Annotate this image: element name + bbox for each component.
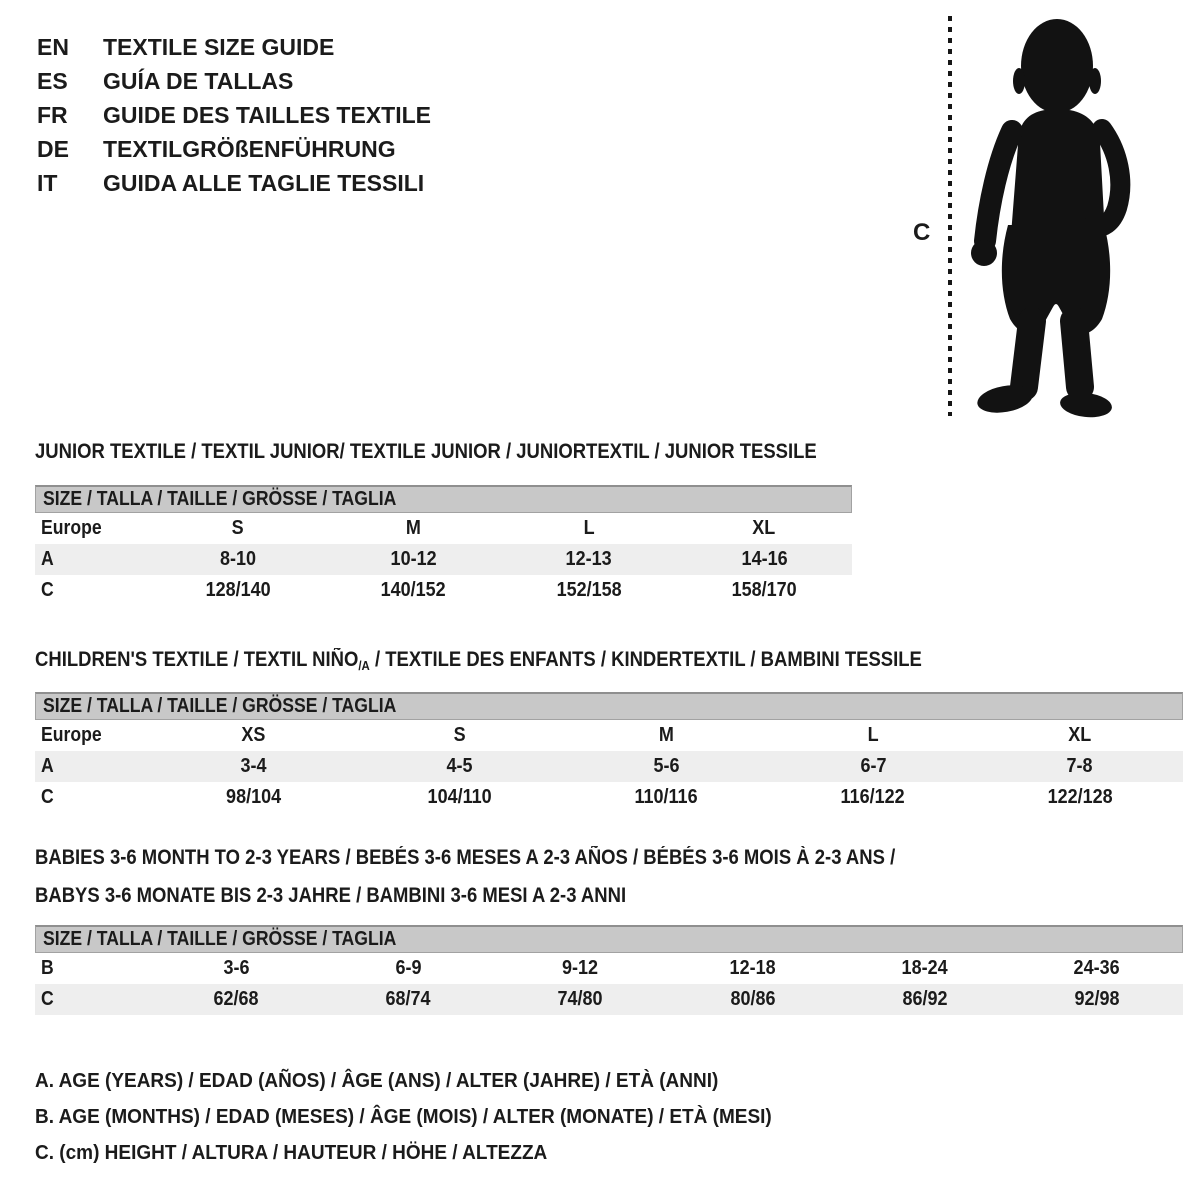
size-cell xyxy=(494,953,666,984)
section-title-line xyxy=(35,839,1013,877)
title-segment: JUNIOR TEXTILE / TEXTIL JUNIOR/ TEXTILE JUNIOR / JUNIORTEXTIL / JUNIOR TESSILE xyxy=(35,440,817,463)
row-label-text: Europe xyxy=(41,517,102,539)
size-table-children xyxy=(35,692,1183,813)
row-label xyxy=(35,513,150,544)
size-cell xyxy=(501,513,677,544)
height-measure-dashed-line xyxy=(948,16,952,416)
language-code: FR xyxy=(37,102,68,128)
size-cell xyxy=(1011,984,1183,1015)
row-label xyxy=(35,720,150,751)
language-guide-title: GUIDE DES TAILLES TEXTILE xyxy=(103,102,431,128)
table-row-a xyxy=(35,751,1183,782)
title-segment: BABIES 3-6 MONTH TO 2-3 YEARS / BEBÉS 3-6 MESES A 2-3 AÑOS / BÉBÉS 3-6 MOIS À 2-3 ANS / xyxy=(35,846,896,869)
legend-line-text: C. (cm) HEIGHT / ALTURA / HAUTEUR / HÖHE / ALTEZZA xyxy=(35,1142,548,1164)
size-cell xyxy=(150,513,326,544)
size-cell xyxy=(770,751,977,782)
size-cell-value: 80/86 xyxy=(730,988,776,1010)
size-cell xyxy=(322,984,494,1015)
size-cell xyxy=(150,575,326,606)
row-label xyxy=(35,575,150,606)
silhouette-ear-right xyxy=(1089,68,1101,94)
size-cell-value: 3-4 xyxy=(240,755,267,777)
size-cell xyxy=(357,782,564,813)
size-cell-value: 98/104 xyxy=(225,786,281,808)
size-cell xyxy=(150,782,357,813)
size-header-label: SIZE / TALLA / TAILLE / GRÖSSE / TAGLIA xyxy=(43,695,397,717)
size-cell-value: 128/140 xyxy=(205,579,271,601)
title-segment: / TEXTILE DES ENFANTS / KINDERTEXTIL / BAMBINI TESSILE xyxy=(369,648,922,671)
size-cell-value: L xyxy=(867,724,879,746)
size-cell xyxy=(677,544,853,575)
size-cell xyxy=(839,953,1011,984)
size-cell xyxy=(150,751,357,782)
legend-line-a xyxy=(35,1063,811,1099)
language-row-en xyxy=(37,30,431,64)
title-segment: BABYS 3-6 MONATE BIS 2-3 JAHRE / BAMBINI 3-6 MESI A 2-3 ANNI xyxy=(35,884,627,907)
size-cell xyxy=(326,575,502,606)
size-cell xyxy=(677,513,853,544)
language-guide-title: GUÍA DE TALLAS xyxy=(103,68,294,94)
size-cell-value: 8-10 xyxy=(219,548,256,570)
size-cell xyxy=(770,720,977,751)
size-cell xyxy=(357,751,564,782)
size-table-babies xyxy=(35,925,1183,1015)
size-cell xyxy=(1011,953,1183,984)
table-row-europe xyxy=(35,720,1183,751)
size-cell xyxy=(976,720,1183,751)
title-subscript: /A xyxy=(358,658,370,673)
legend xyxy=(35,1063,811,1171)
silhouette-leg-right xyxy=(1074,321,1080,387)
measure-c-label: C xyxy=(913,219,931,246)
size-cell-value: 68/74 xyxy=(385,988,431,1010)
row-label xyxy=(35,751,150,782)
size-cell-value: 6-7 xyxy=(860,755,887,777)
size-cell-value: 110/116 xyxy=(634,786,699,808)
size-cell-value: 5-6 xyxy=(653,755,680,777)
section-title-junior xyxy=(35,433,923,471)
size-cell xyxy=(563,720,770,751)
size-cell-value: 104/110 xyxy=(427,786,492,808)
language-row-de xyxy=(37,132,431,166)
size-cell-value: 62/68 xyxy=(213,988,259,1010)
language-code: EN xyxy=(37,34,69,60)
row-label-text: Europe xyxy=(41,724,102,746)
size-cell-value: 12-18 xyxy=(729,957,776,979)
size-cell xyxy=(501,575,677,606)
title-segment: CHILDREN'S TEXTILE / TEXTIL NIÑO xyxy=(35,648,359,671)
size-header-bar xyxy=(35,925,1183,953)
size-cell-value: 18-24 xyxy=(901,957,948,979)
size-cell xyxy=(326,544,502,575)
row-label-text: B xyxy=(41,957,54,979)
row-label-text: A xyxy=(41,755,54,777)
size-cell-value: 24-36 xyxy=(1073,957,1120,979)
row-label-text: A xyxy=(41,548,54,570)
row-label xyxy=(35,544,150,575)
size-cell xyxy=(501,544,677,575)
language-code: ES xyxy=(37,68,68,94)
size-cell xyxy=(494,984,666,1015)
row-label-text: C xyxy=(41,988,54,1010)
size-cell-value: L xyxy=(583,517,595,539)
size-cell-value: 6-9 xyxy=(395,957,422,979)
size-cell-value: M xyxy=(405,517,421,539)
legend-line-c xyxy=(35,1135,811,1171)
language-guide-title: GUIDA ALLE TAGLIE TESSILI xyxy=(103,170,425,196)
size-cell xyxy=(322,953,494,984)
size-cell xyxy=(976,751,1183,782)
size-cell-value: XL xyxy=(1068,724,1092,746)
section-title-line xyxy=(35,641,1043,685)
size-cell-value: XL xyxy=(752,517,776,539)
row-label xyxy=(35,984,150,1015)
size-cell-value: S xyxy=(453,724,466,746)
size-cell-value: 152/158 xyxy=(556,579,622,601)
size-cell xyxy=(667,984,839,1015)
size-header-bar xyxy=(35,485,852,513)
size-cell-value: 74/80 xyxy=(557,988,603,1010)
size-cell-value: XS xyxy=(241,724,266,746)
size-cell-value: S xyxy=(231,517,244,539)
size-cell xyxy=(677,575,853,606)
size-cell-value: 158/170 xyxy=(731,579,797,601)
size-cell-value: 9-12 xyxy=(562,957,599,979)
row-label xyxy=(35,782,150,813)
language-row-es xyxy=(37,64,431,98)
size-cell-value: 4-5 xyxy=(446,755,473,777)
size-cell xyxy=(770,782,977,813)
row-label xyxy=(35,953,150,984)
size-cell-value: M xyxy=(658,724,674,746)
row-label-text: C xyxy=(41,786,54,808)
size-header-label: SIZE / TALLA / TAILLE / GRÖSSE / TAGLIA xyxy=(43,488,397,510)
table-row-c xyxy=(35,782,1183,813)
size-cell-value: 3-6 xyxy=(223,957,250,979)
language-code: DE xyxy=(37,136,69,162)
section-title-children xyxy=(35,641,1043,685)
legend-line-b xyxy=(35,1099,811,1135)
language-code: IT xyxy=(37,170,58,196)
size-cell xyxy=(326,513,502,544)
size-cell-value: 116/122 xyxy=(841,786,906,808)
language-row-it xyxy=(37,166,431,200)
size-cell xyxy=(976,782,1183,813)
size-header-bar xyxy=(35,692,1183,720)
table-row-europe xyxy=(35,513,852,544)
size-cell xyxy=(839,984,1011,1015)
legend-line-text: B. AGE (MONTHS) / EDAD (MESES) / ÂGE (MOIS) / ALTER (MONATE) / ETÀ (MESI) xyxy=(35,1106,772,1128)
size-cell xyxy=(150,720,357,751)
section-title-text xyxy=(35,641,922,685)
language-row-fr xyxy=(37,98,431,132)
size-cell-value: 10-12 xyxy=(390,548,437,570)
section-title-line xyxy=(35,877,1013,915)
size-header-label: SIZE / TALLA / TAILLE / GRÖSSE / TAGLIA xyxy=(43,928,397,950)
size-cell-value: 86/92 xyxy=(902,988,948,1010)
table-row-c xyxy=(35,984,1183,1015)
silhouette-hand-left xyxy=(971,240,997,266)
table-row-a xyxy=(35,544,852,575)
silhouette-foot-right xyxy=(1059,390,1113,418)
size-cell-value: 122/128 xyxy=(1047,786,1113,808)
language-guide-title: TEXTILE SIZE GUIDE xyxy=(103,34,335,60)
section-title-text xyxy=(35,877,626,915)
size-cell-value: 7-8 xyxy=(1066,755,1093,777)
size-cell-value: 12-13 xyxy=(565,548,612,570)
row-label-text: C xyxy=(41,579,54,601)
language-title-list xyxy=(37,30,431,200)
size-cell-value: 140/152 xyxy=(380,579,446,601)
size-cell xyxy=(563,782,770,813)
table-row-c xyxy=(35,575,852,606)
language-guide-title: TEXTILGRÖßENFÜHRUNG xyxy=(103,136,396,162)
toddler-silhouette-icon xyxy=(958,13,1143,418)
table-row-b xyxy=(35,953,1183,984)
legend-line-text: A. AGE (YEARS) / EDAD (AÑOS) / ÂGE (ANS) / ALTER (JAHRE) / ETÀ (ANNI) xyxy=(35,1070,719,1092)
size-cell xyxy=(357,720,564,751)
size-cell-value: 92/98 xyxy=(1074,988,1120,1010)
size-cell xyxy=(667,953,839,984)
size-cell xyxy=(563,751,770,782)
section-title-line xyxy=(35,433,923,471)
size-cell xyxy=(150,544,326,575)
size-cell xyxy=(150,953,322,984)
size-cell-value: 14-16 xyxy=(741,548,788,570)
section-title-text xyxy=(35,839,895,877)
silhouette-arm-left xyxy=(985,131,1012,241)
silhouette-shorts xyxy=(1002,225,1110,334)
silhouette-head xyxy=(1021,19,1093,113)
section-title-babies xyxy=(35,839,1013,915)
silhouette-torso xyxy=(1011,109,1105,235)
size-table-junior xyxy=(35,485,852,606)
silhouette-leg-left xyxy=(1024,321,1032,387)
silhouette-ear-left xyxy=(1013,68,1025,94)
size-cell xyxy=(150,984,322,1015)
section-title-text xyxy=(35,433,817,471)
